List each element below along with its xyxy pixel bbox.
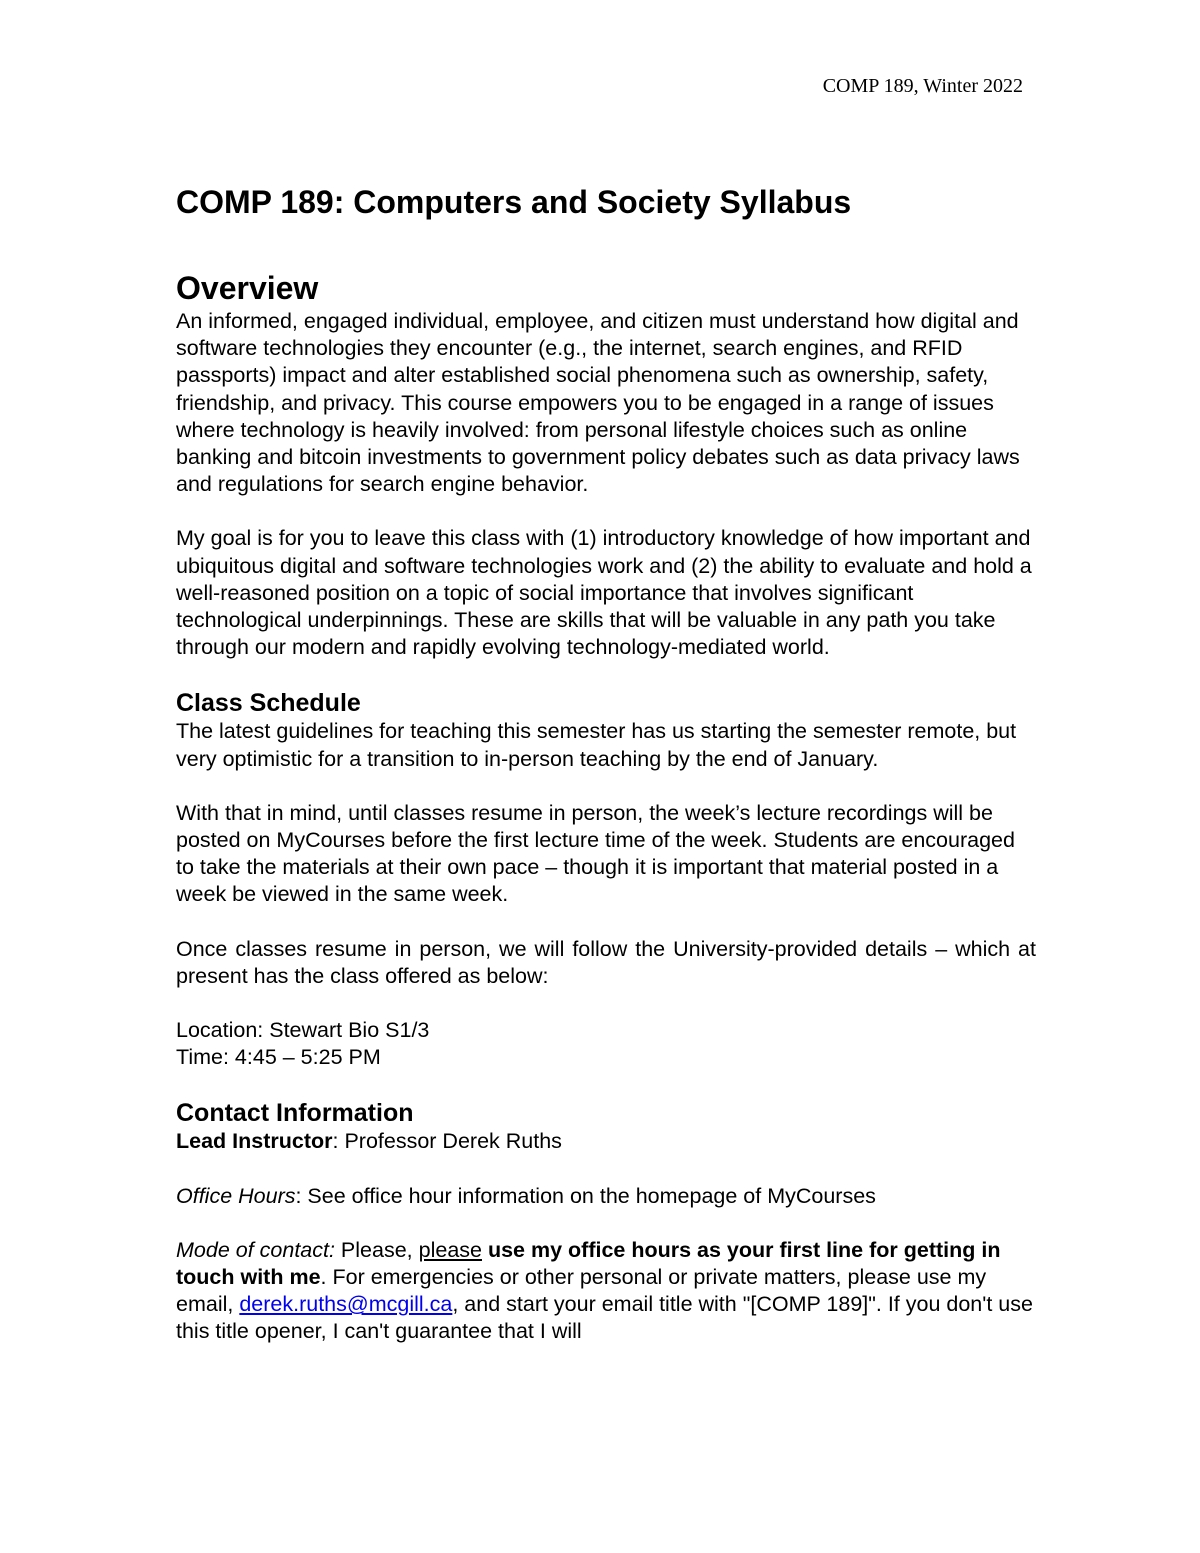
overview-heading: Overview — [176, 270, 319, 306]
schedule-paragraph-1: The latest guidelines for teaching this semester has us starting the semester remote, but very optimistic for a transition to in-person teaching by the end of January. — [176, 719, 1017, 771]
mode-please-2: please — [418, 1237, 482, 1262]
instructor-value: : Professor Derek Ruths — [332, 1129, 562, 1154]
contact-section — [176, 1098, 1036, 1345]
overview-paragraph-1: An informed, engaged individual, employee, and citizen must understand how digital and software technologies they encounter (e.g., the internet, search engines, and RFID passports) impact and alter established social phenomena such as ownership, safety, friendship, and privacy. This course empowers you to be engaged in a range of issues where technology is heavily involved: from personal lifestyle choices such as online banking and bitcoin investments to government policy debates such as data privacy laws and regulations for search engine behavior. — [176, 309, 1020, 497]
schedule-paragraph-3: Once classes resume in person, we will follow the University-provided details – which at present has the class offered as below: — [176, 936, 1036, 988]
office-hours-value: : See office hour information on the homepage of MyCourses — [295, 1183, 876, 1208]
schedule-location: Location: Stewart Bio S1/3 — [176, 1018, 430, 1043]
mode-label: Mode of contact: — [176, 1237, 335, 1262]
running-header: COMP 189, Winter 2022 — [822, 75, 1023, 97]
schedule-time: Time: 4:45 – 5:25 PM — [176, 1045, 381, 1070]
schedule-paragraph-2: With that in mind, until classes resume in person, the week’s lecture recordings will be posted on MyCourses before the first lecture time of the week. Students are encouraged to take the materials at their own pace – though it is important that material posted in a week be viewed in the same week. — [176, 800, 1015, 907]
office-hours-label: Office Hours — [176, 1183, 296, 1208]
schedule-heading: Class Schedule — [176, 689, 361, 718]
overview-paragraph-2: My goal is for you to leave this class with (1) introductory knowledge of how important and ubiquitous digital and software technologies work and (2) the ability to evaluate and hold a well-reasoned position on a topic of social importance that involves significant technological underpinnings. These are skills that will be valuable in any path you take through our modern and rapidly evolving technology-mediated world. — [176, 526, 1032, 660]
overview-section — [176, 268, 1036, 661]
contact-instructor — [176, 1128, 1036, 1155]
schedule-section — [176, 688, 1036, 1071]
document-body — [176, 182, 1036, 1373]
mode-please-1: Please, — [334, 1237, 419, 1262]
document-title: COMP 189: Computers and Society Syllabus — [176, 184, 852, 220]
contact-office-hours — [176, 1183, 1036, 1210]
mode-rest-2: , and start your email title with "[COMP 189]". If you don't use this title opener, I can't guarantee that I will — [176, 1292, 1033, 1344]
contact-mode — [176, 1237, 1036, 1346]
instructor-label: Lead Instructor — [176, 1129, 333, 1154]
email-link[interactable]: derek.ruths@mcgill.ca — [239, 1292, 453, 1317]
contact-heading: Contact Information — [176, 1099, 414, 1128]
mode-rest-1: . For emergencies or other personal or private matters, please use my email, — [176, 1265, 987, 1317]
mode-bold-text: use my office hours as your first line for getting in touch with me — [176, 1237, 1001, 1290]
schedule-details — [176, 1017, 1036, 1071]
